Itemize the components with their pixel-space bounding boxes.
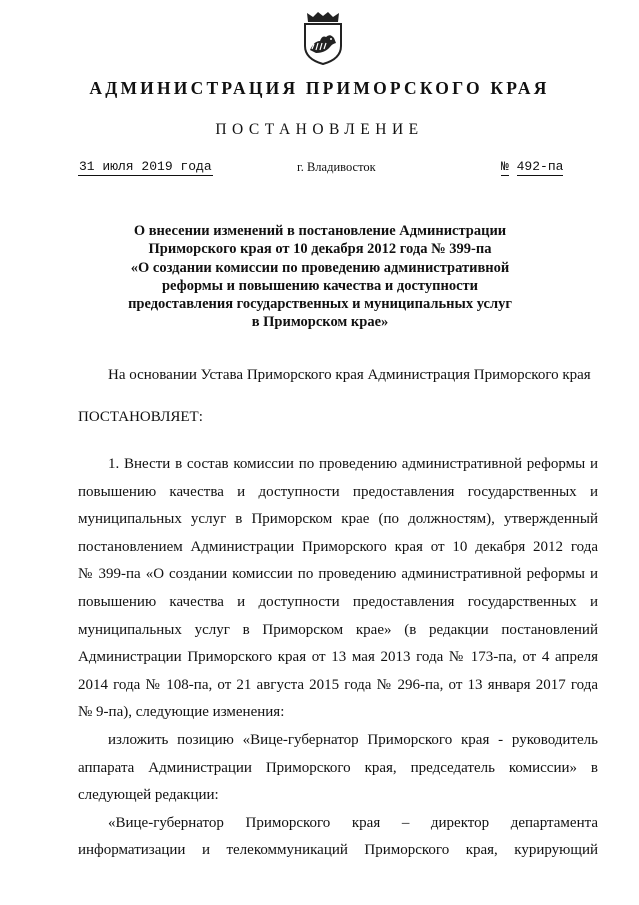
organization-name: АДМИНИСТРАЦИЯ ПРИМОРСКОГО КРАЯ: [89, 78, 550, 98]
paragraph-1-line: № 399-па «О создании комиссии по проведению административной реформы и: [78, 566, 598, 583]
paragraph-1-line: муниципальных услуг в Приморском крае» (в редакции постановлений: [78, 621, 598, 638]
paragraph-3-line: информатизации и телекоммуникаций Приморского края, курирующий: [78, 842, 598, 859]
document-title: [90, 222, 550, 332]
paragraph-1-line: постановлением Администрации Приморского края от 10 декабря 2012 года: [78, 538, 598, 555]
paragraph-1-line: 2014 года № 108-па, от 21 августа 2015 года № 296-па, от 13 января 2017 года: [78, 676, 598, 693]
paragraph-1-line: повышению качества и доступности предоставления государственных и: [78, 483, 598, 500]
title-line: предоставления государственных и муниципальных услуг: [128, 296, 512, 313]
basis-statement: На основании Устава Приморского края Администрация Приморского края: [108, 367, 591, 383]
paragraph-1-line: 1. Внести в состав комиссии по проведению административной реформы и: [108, 456, 598, 472]
document-number: [501, 159, 563, 174]
document-city: г. Владивосток: [297, 160, 376, 174]
paragraph-2-line: следующей редакции:: [78, 787, 219, 804]
title-line: «О создании комиссии по проведению административной: [130, 259, 510, 276]
paragraph-1-line: повышению качества и доступности предоставления государственных и: [78, 593, 598, 610]
paragraph-1-line: муниципальных услуг в Приморском крае (по должностям), утвержденный: [78, 511, 598, 528]
decree-word: ПОСТАНОВЛЯЕТ:: [78, 409, 203, 425]
document-body: [78, 451, 598, 865]
number-value: 492-па: [516, 159, 564, 174]
number-prefix: №: [501, 159, 509, 174]
title-line: в Приморском крае»: [251, 314, 389, 331]
paragraph-1-line: Администрации Приморского края от 13 мая 2013 года № 173-па, от 4 апреля: [78, 649, 598, 666]
title-line: О внесении изменений в постановление Администрации: [133, 223, 507, 239]
paragraph-1-line: № 9-па), следующие изменения:: [78, 704, 285, 721]
paragraph-2-line: изложить позицию «Вице-губернатор Приморского края - руководитель: [108, 731, 598, 748]
title-line: реформы и повышению качества и доступности: [161, 277, 478, 294]
document-date: 31 июля 2019 года: [79, 159, 212, 174]
title-line: Приморского края от 10 декабря 2012 года № 399-па: [148, 241, 492, 258]
paragraph-2-line: аппарата Администрации Приморского края, председатель комиссии» в: [78, 759, 598, 776]
paragraph-3-line: «Вице-губернатор Приморского края – директор департамента: [108, 814, 598, 831]
coat-of-arms-tiger-icon: [301, 10, 345, 66]
document-type: ПОСТАНОВЛЕНИЕ: [215, 121, 424, 138]
